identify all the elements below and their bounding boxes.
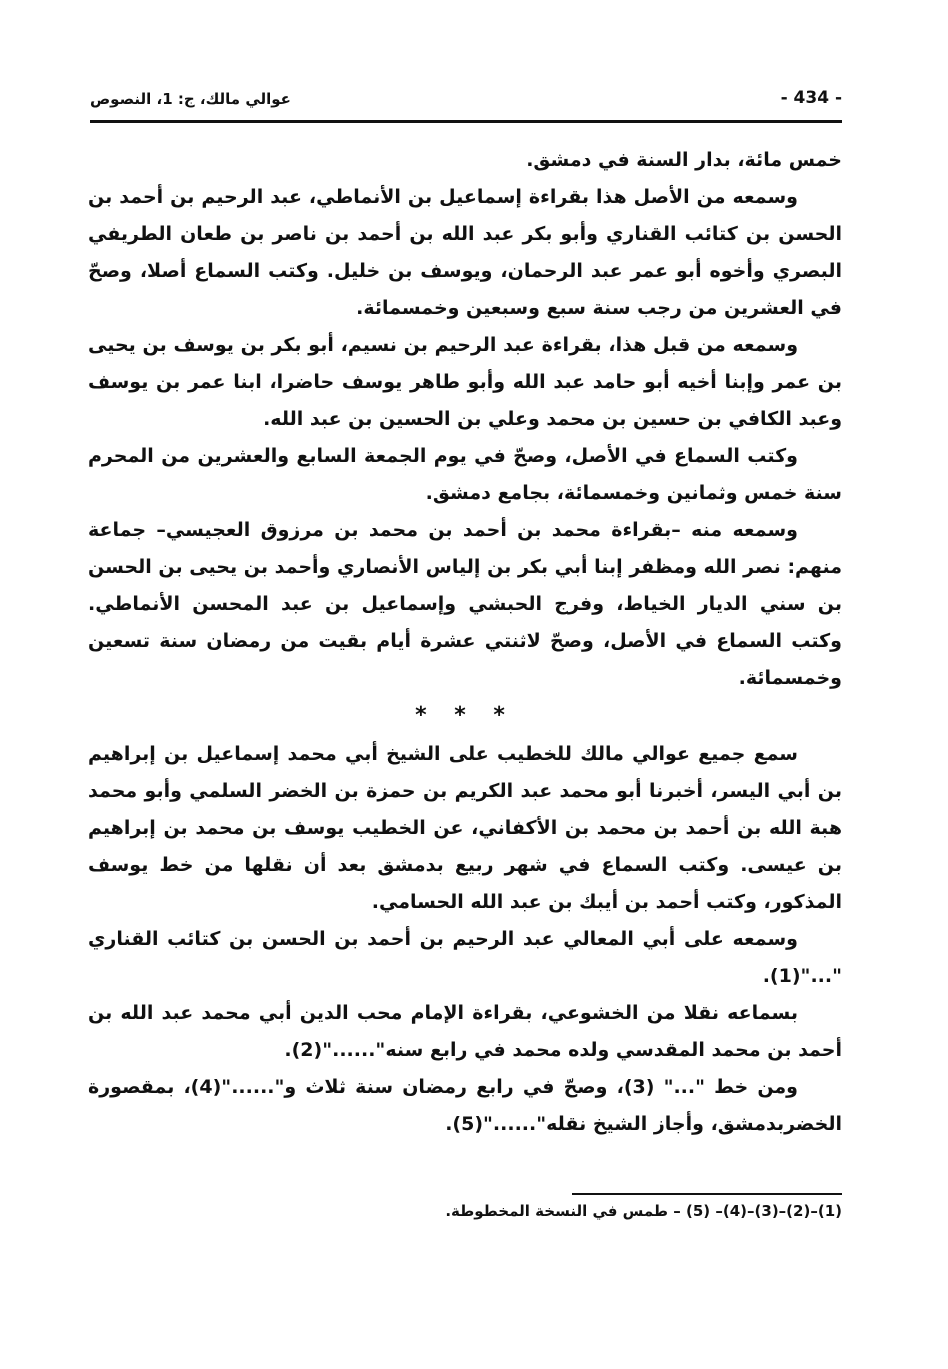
paragraph: سمع جميع عوالي مالك للخطيب على الشيخ أبي محمد إسماعيل بن إبراهيم بن أبي اليسر، أخبرنا أبو محمد عبد الكريم بن حمزة بن الخضر السلمي وأبو محمد هبة الله بن أحمد بن محمد بن الأكفاني، عن الخطيب يوسف بن محمد بن إبراهيم بن عيسى. وكتب السماع في شهر ربيع بدمشق بعد أن نقلها من خط يوسف المذكور، وكتب أحمد بن أيبك بن عبد الله الحسامي. <box>88 743 842 913</box>
paragraph: بسماعه نقلا من الخشوعي، بقراءة الإمام محب الدين أبي محمد عبد الله بن أحمد بن محمد المقدسي ولده محمد في رابع سنه"......"(2). <box>88 1002 842 1061</box>
section-separator: * * * <box>415 703 515 728</box>
paragraph: وسمعه من قبل هذا، بقراءة عبد الرحيم بن نسيم، أبو بكر بن يوسف بن يحيى بن عمر وإبنا أخيه أبو حامد عبد الله وأبو طاهر يوسف حاضرا، ابنا عمر بن يوسف وعبد الكافي بن حسين بن محمد وعلي بن الحسين بن عبد الله. <box>88 334 842 430</box>
paragraph: وسمعه من الأصل هذا بقراءة إسماعيل بن الأنماطي، عبد الرحيم بن أحمد بن الحسن بن كتائب القناري وأبو بكر عبد الله بن أحمد بن ناصر بن طعان الطريفي البصري وأخوه أبو عمر عبد الرحمان، ويوسف بن خليل. وكتب السماع أصلا، وصحّ في العشرين من رجب سنة سبع وسبعين وخمسمائة. <box>88 186 842 319</box>
page-header <box>90 88 842 116</box>
page-number: - 434 - <box>780 88 842 108</box>
paragraph: خمس مائة، بدار السنة في دمشق. <box>526 149 842 171</box>
paragraph: ومن خط "..." (3)، وصحّ في رابع رمضان سنة ثلاث و"......"(4)، بمقصورة الخضربدمشق، وأجاز الشيخ نقله"......"(5). <box>88 1076 842 1135</box>
header-rule <box>90 120 842 123</box>
paragraph: وسمعه منه –بقراءة محمد بن أحمد بن محمد بن مرزوق العجيسي– جماعة منهم: نصر الله ومظفر إبنا أبي بكر بن إلياس الأنصاري وأحمد بن يحيى بن الحسن بن سني الديار الخياط، وفرج الحبشي وإسماعيل بن عبد المحسن الأنماطي. وكتب السماع في الأصل، وصحّ لاثنتي عشرة أيام بقيت من رمضان سنة تسعين وخمسمائة. <box>88 519 842 689</box>
paragraph: وكتب السماع في الأصل، وصحّ في يوم الجمعة السابع والعشرين من المحرم سنة خمس وثمانين وخمسمائة، بجامع دمشق. <box>88 445 842 504</box>
main-text <box>88 142 842 1143</box>
footnote: (1)–(2)–(3)–(4)– (5) – طمس في النسخة المخطوطة. <box>445 1202 842 1220</box>
paragraph: وسمعه على أبي المعالي عبد الرحيم بن أحمد بن الحسن بن كتائب القناري "..."(1). <box>88 928 842 987</box>
footnote-rule <box>572 1193 842 1195</box>
running-title: عوالي مالك، ج: 1، النصوص <box>90 90 291 108</box>
